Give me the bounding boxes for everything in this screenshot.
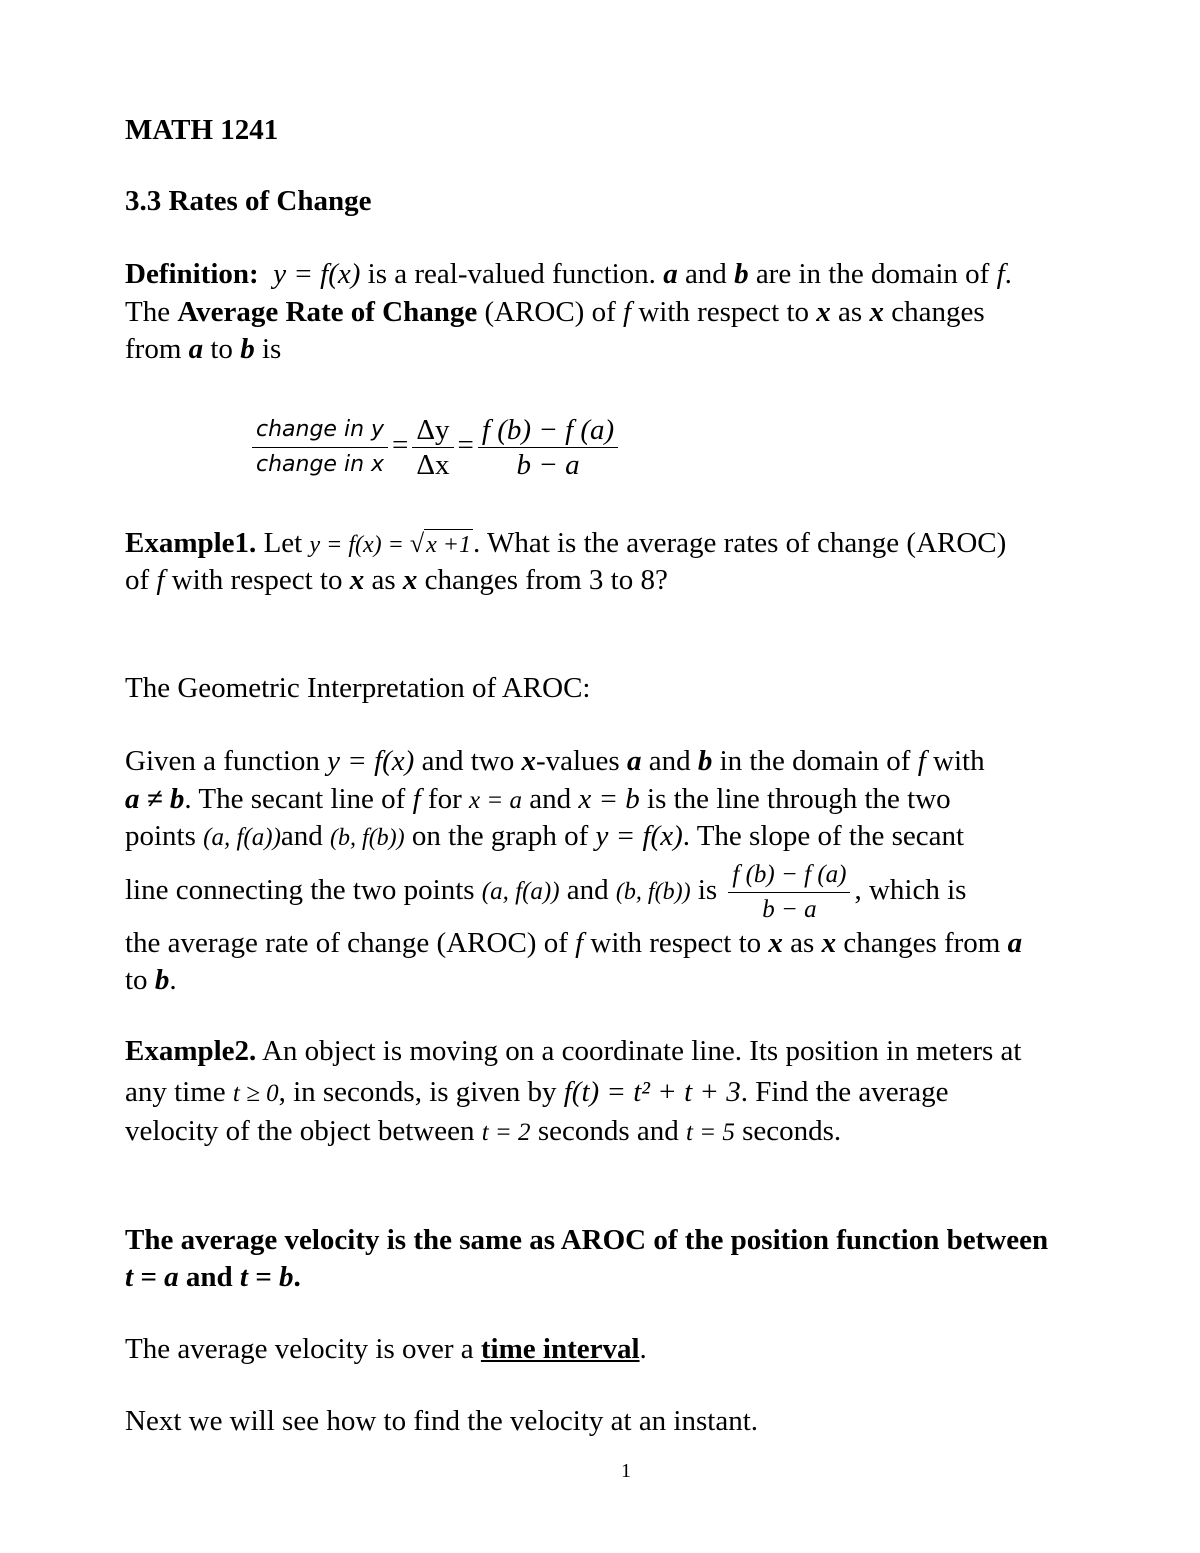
section-title: 3.3 Rates of Change [125, 185, 372, 217]
example2-line-3: velocity of the object between t = 2 seconds and t = 5 seconds. [125, 1115, 842, 1147]
example2-line-2: any time t ≥ 0, in seconds, is given by f(t) = t² + t + 3. Find the average [125, 1076, 949, 1108]
geometric-line-3: points (a, f(a))and (b, f(b)) on the graph of y = f(x). The slope of the secant [125, 820, 965, 852]
geometric-line-1: Given a function y = f(x) and two x-values a and b in the domain of f with [125, 745, 985, 777]
definition-line-2: The Average Rate of Change (AROC) of f with respect to x as x changes [125, 296, 985, 328]
geometric-heading: The Geometric Interpretation of AROC: [125, 672, 591, 704]
geometric-line-5: the average rate of change (AROC) of f with respect to x as x changes from a [125, 927, 1023, 959]
course-title: MATH 1241 [125, 114, 279, 146]
note-line-2: t = a and t = b. [125, 1261, 301, 1293]
geometric-line-2: a ≠ b. The secant line of f for x = a and x = b is the line through the two [125, 783, 951, 815]
geometric-line-6: to b. [125, 964, 177, 996]
page-number: 1 [621, 1460, 631, 1482]
aroc-formula: $\frac{\text{change in y}}{\text{change in x}}$ = $\frac{\Delta y}{\Delta x}$ = $\frac{f (b) - f (a)}{b - a}$ [252, 414, 622, 481]
time-interval-line: The average velocity is over a time interval. [125, 1333, 647, 1365]
note-line-1: The average velocity is the same as AROC of the position function between [125, 1224, 1049, 1256]
definition-line-1: Definition: y = f(x) is a real-valued function. a and b are in the domain of f. [125, 258, 1012, 290]
example1-line-2: of f with respect to x as x changes from 3 to 8? [125, 564, 668, 596]
example2-line-1: Example2. An object is moving on a coordinate line. Its position in meters at [125, 1035, 1022, 1067]
geometric-line-4: line connecting the two points (a, f(a)) and (b, f(b)) is $\frac{f (b) - f (a)}{b - a}$ , which is [125, 861, 967, 923]
next-line: Next we will see how to find the velocity at an instant. [125, 1405, 759, 1437]
example1-line-1: Example1. Let y = f(x) = √x +1. What is the average rates of change (AROC) [125, 527, 1007, 559]
definition-line-3: from a to b is [125, 333, 282, 365]
